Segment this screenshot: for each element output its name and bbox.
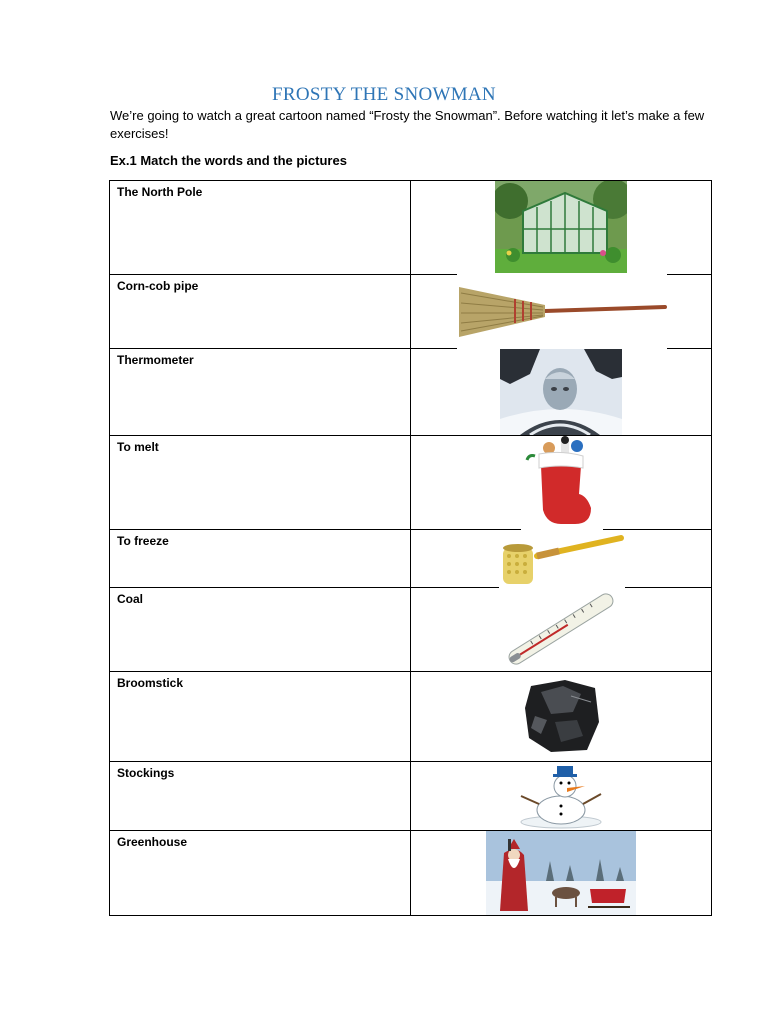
corn-cob-pipe-picture	[499, 532, 625, 588]
coal-picture	[511, 672, 613, 756]
table-row	[110, 349, 712, 436]
word-label: Thermometer	[117, 353, 194, 367]
table-row	[110, 831, 712, 916]
word-label: To freeze	[117, 534, 169, 548]
word-label: To melt	[117, 440, 159, 454]
thermometer-picture	[499, 588, 623, 670]
word-label: Corn-cob pipe	[117, 279, 199, 293]
table-row	[110, 762, 712, 831]
frozen-man-picture	[500, 349, 622, 435]
matching-table	[109, 180, 712, 916]
table-row	[110, 275, 712, 349]
word-label: Broomstick	[117, 676, 184, 690]
table-row	[110, 672, 712, 762]
santa-north-pole-picture	[486, 831, 636, 915]
table-row	[110, 181, 712, 275]
broomstick-picture	[457, 273, 667, 349]
worksheet-title: FROSTY THE SNOWMAN	[272, 84, 496, 105]
intro-text: We’re going to watch a great cartoon named “Frosty the Snowman”. Before watching it let’s make a few exercises!	[110, 108, 705, 141]
exercise-heading: Ex.1 Match the words and the pictures	[110, 153, 347, 168]
table-row	[110, 436, 712, 530]
word-label: Greenhouse	[117, 835, 188, 849]
word-label: The North Pole	[117, 185, 203, 199]
stocking-picture	[521, 436, 603, 530]
word-label: Stockings	[117, 766, 175, 780]
table-row	[110, 588, 712, 672]
word-label: Coal	[117, 592, 144, 606]
table-row	[110, 530, 712, 588]
greenhouse-picture	[495, 181, 627, 273]
melting-snowman-picture	[509, 762, 613, 830]
